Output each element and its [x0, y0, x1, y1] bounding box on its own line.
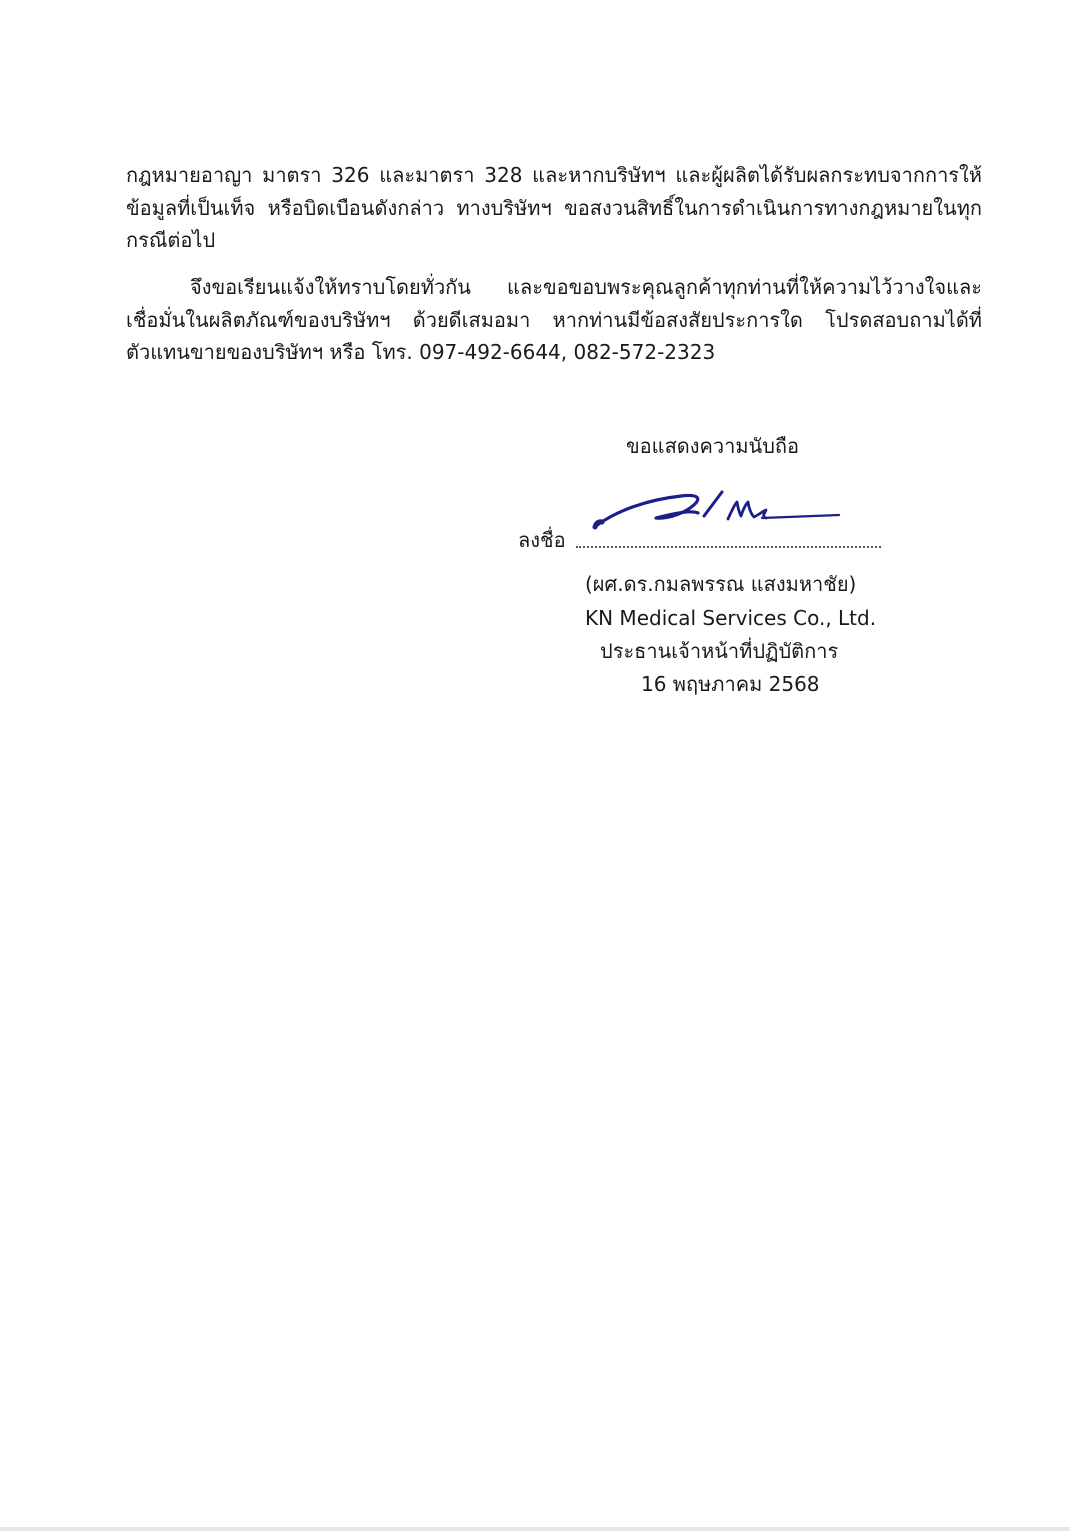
document-date: 16 พฤษภาคม 2568: [641, 672, 820, 696]
signature-dotted-line: [576, 546, 881, 548]
company-name: KN Medical Services Co., Ltd.: [585, 606, 877, 630]
body-paragraph-legal: กฎหมายอาญา มาตรา 326 และมาตรา 328 และหากบริษัทฯ และผู้ผลิตได้รับผลกระทบจากการให้ข้อมูลที่เป็นเท็จ หรือบิดเบือนดังกล่าว ทางบริษัทฯ ขอสงวนสิทธิ์ในการดำเนินการทางกฎหมายในทุกกรณีต่อไป: [126, 163, 982, 252]
handwritten-signature: [586, 486, 846, 536]
body-paragraph-thanks: จึงขอเรียนแจ้งให้ทราบโดยทั่วกัน และขอขอบพระคุณลูกค้าทุกท่านที่ให้ความไว้วางใจและเชื่อมั่นในผลิตภัณฑ์ของบริษัทฯ ด้วยดีเสมอมา หากท่านมีข้อสงสัยประการใด โปรดสอบถามได้ที่ตัวแทนขายของบริษัทฯ หรือ โทร. 097-492-6644, 082-572-2323: [126, 275, 982, 364]
closing-salutation: ขอแสดงความนับถือ: [626, 434, 800, 458]
page-bottom-edge: [0, 1527, 1070, 1531]
signatory-position: ประธานเจ้าหน้าที่ปฏิบัติการ: [600, 639, 839, 663]
signatory-name: (ผศ.ดร.กมลพรรณ แสงมหาชัย): [585, 572, 857, 596]
sign-label: ลงชื่อ: [518, 528, 566, 552]
